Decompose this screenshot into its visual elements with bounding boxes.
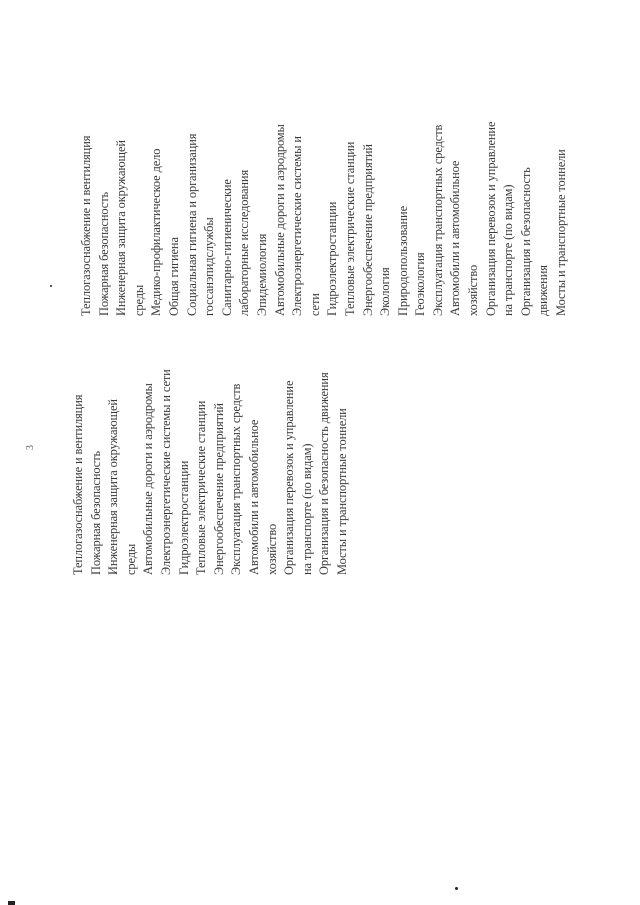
list-item: Теплогазоснабжение и вентиляция <box>79 135 93 316</box>
scan-speck <box>455 887 458 890</box>
list-item: Санитарно-гигиенические <box>219 179 234 316</box>
list-item: Автомобили и автомобильное <box>448 160 463 316</box>
list-item: среды <box>131 284 146 316</box>
list-item: Организация и безопасность движения <box>317 372 332 575</box>
list-item: Природопользование <box>395 206 410 316</box>
list-item: Инженерная защита окружающей <box>114 140 129 316</box>
list-item: на транспорте (по видам) <box>501 184 516 316</box>
list-item: Мосты и транспортные тоннели <box>334 408 349 575</box>
list-item: лабораторные исследования <box>237 169 252 316</box>
left-specialty-list <box>70 275 352 575</box>
list-item: на транспорте (по видам) <box>299 443 314 575</box>
list-item: Эксплуатация транспортных средств <box>430 124 445 316</box>
list-item: движения <box>536 265 551 316</box>
list-item: Экология <box>378 267 393 316</box>
list-item: сети <box>307 293 322 316</box>
list-item: Тепловые электрические станции <box>194 400 209 575</box>
list-item: госсанэпидслужбы <box>202 217 217 316</box>
list-item: Электроэнергетические системы и сети <box>158 369 173 575</box>
scan-speck <box>50 285 52 287</box>
list-item: Энергообеспечение предприятий <box>211 403 226 575</box>
list-item: Гидроэлектростанции <box>176 460 191 575</box>
list-item: хозяйство <box>466 264 481 316</box>
right-specialty-list <box>78 16 571 316</box>
list-item: Медико-профилактическое дело <box>149 148 164 316</box>
list-item: Пожарная безопасность <box>96 191 111 316</box>
list-item: Электроэнергетические системы и <box>290 136 305 316</box>
list-item: Пожарная безопасность <box>88 450 103 575</box>
list-item: Инженерная защита окружающей <box>106 399 121 575</box>
list-item: Организация перевозок и управление <box>282 380 297 575</box>
list-item: Автомобильные дороги и аэродромы <box>272 124 287 316</box>
list-item: Автомобильные дороги и аэродромы <box>141 383 156 575</box>
list-item: Организация перевозок и управление <box>483 121 498 316</box>
page-number: 3 <box>25 445 36 450</box>
list-item: Энергообеспечение предприятий <box>360 144 375 316</box>
list-item: Социальная гигиена и организация <box>184 133 199 316</box>
list-item: Автомобили и автомобильное <box>246 419 261 575</box>
list-item: среды <box>123 543 138 575</box>
list-item: Эпидемиология <box>254 233 269 316</box>
list-item: Эксплуатация транспортных средств <box>229 383 244 575</box>
list-item: Мосты и транспортные тоннели <box>554 149 569 316</box>
list-item: хозяйство <box>264 523 279 575</box>
list-item: Геоэкология <box>413 252 428 316</box>
list-item: Общая гигиена <box>166 237 181 316</box>
list-item: Организация и безопасность <box>518 167 533 316</box>
list-item: Гидроэлектростанции <box>325 201 340 316</box>
scan-speck <box>8 901 15 905</box>
list-item: Тепловые электрические станции <box>342 141 357 316</box>
list-item: Теплогазоснабжение и вентиляция <box>71 394 85 575</box>
